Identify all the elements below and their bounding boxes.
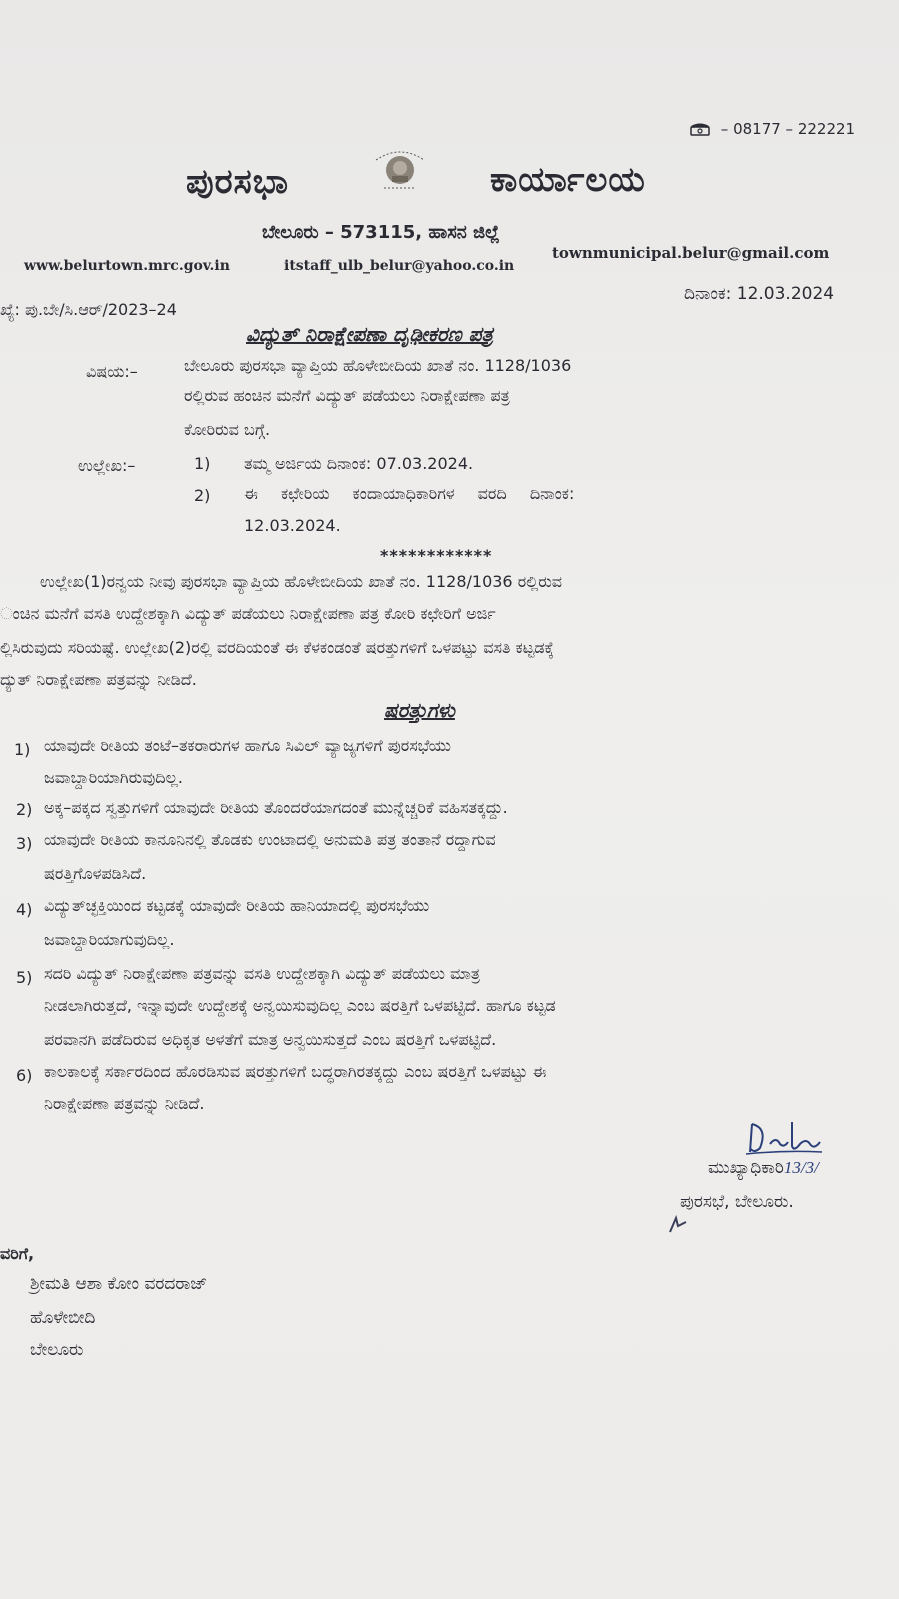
website-link[interactable]: www.belurtown.mrc.gov.in (24, 258, 230, 274)
letter-date: ದಿನಾಂಕ: 12.03.2024 (684, 284, 835, 304)
reference-text-1: ತಮ್ಮ ಅರ್ಜಿಯ ದಿನಾಂಕ: 07.03.2024. (244, 454, 474, 473)
condition-number: 4) (16, 900, 33, 919)
condition-line: ನೀಡಲಾಗಿರುತ್ತದೆ, ಇನ್ನಾವುದೇ ಉದ್ದೇಶಕ್ಕೆ ಅನ್ವಯಿಸುವುದಿಲ್ಲ ಎಂಬ ಷರತ್ತಿಗೆ ಒಳಪಟ್ಟಿದೆ. ಹಾಗೂ ಕಟ್ಟಡ (44, 996, 556, 1015)
reference-number: ಖ್ಯೆ: ಪು.ಬೇ/ಸಿ.ಆರ್/2023–24 (0, 300, 177, 319)
email-link-yahoo[interactable]: itstaff_ulb_belur@yahoo.co.in (284, 258, 515, 274)
subject-label: ವಿಷಯ:– (86, 362, 138, 381)
office-address: ಬೇಲೂರು – 573115, ಹಾಸನ ಜಿಲ್ಲೆ (262, 222, 500, 243)
recipient-street: ಹೊಳೇಬೀದಿ (30, 1308, 96, 1328)
condition-number: 1) (14, 740, 31, 759)
body-line: ಂಚಿನ ಮನೆಗೆ ವಸತಿ ಉದ್ದೇಶಕ್ಕಾಗಿ ವಿದ್ಯುತ್ ಪಡೆಯಲು ನಿರಾಕ್ಷೇಪಣಾ ಪತ್ರ ಕೋರಿ ಕಛೇರಿಗೆ ಅರ್ಜಿ (0, 604, 496, 623)
phone-number: – 08177 – 222221 (690, 120, 855, 138)
condition-line: ಸದರಿ ವಿದ್ಯುತ್ ನಿರಾಕ್ಷೇಪಣಾ ಪತ್ರವನ್ನು ವಸತಿ ಉದ್ದೇಶಕ್ಕಾಗಿ ವಿದ್ಯುತ್ ಪಡೆಯಲು ಮಾತ್ರ (44, 964, 481, 983)
condition-line: ಜವಾಬ್ದಾರಿಯಾಗಿರುವುದಿಲ್ಲ. (44, 768, 183, 787)
recipient-label: ವರಿಗೆ, (0, 1244, 35, 1263)
recipient-town: ಬೇಲೂರು (30, 1340, 84, 1360)
condition-line: ಜವಾಬ್ದಾರಿಯಾಗುವುದಿಲ್ಲ. (44, 930, 175, 949)
reference-label: ಉಲ್ಲೇಖ:– (78, 456, 136, 475)
document-title: ವಿದ್ಯುತ್ ನಿರಾಕ್ಷೇಪಣಾ ದೃಢೀಕರಣ ಪತ್ರ (246, 322, 493, 346)
telephone-icon (690, 122, 710, 136)
condition-number: 2) (16, 800, 33, 819)
handwritten-signature (744, 1118, 824, 1158)
office-name-right: ಕಾರ್ಯಾಲಯ (490, 160, 646, 200)
subject-line: ಕೋರಿರುವ ಬಗ್ಗೆ. (184, 420, 271, 439)
condition-line: ಯಾವುದೇ ರೀತಿಯ ತಂಟೆ–ತಕರಾರುಗಳ ಹಾಗೂ ಸಿವಿಲ್ ವ್ಯಾಜ್ಯಗಳಿಗೆ ಪುರಸಭೆಯು (44, 736, 451, 755)
condition-number: 3) (16, 834, 33, 853)
conditions-heading: ಷರತ್ತುಗಳು (384, 698, 455, 722)
signatory-office: ಪುರಸಭೆ, ಬೇಲೂರು. (680, 1192, 794, 1212)
reference-number-1: 1) (194, 454, 211, 473)
reference-number-2: 2) (194, 486, 211, 505)
recipient-name: ಶ್ರೀಮತಿ ಆಶಾ ಕೋಂ ವರದರಾಜ್ (30, 1274, 208, 1294)
signatory-designation: ಮುಖ್ಯಾಧಿಕಾರಿ13/3/ (708, 1158, 819, 1178)
ink-mark-icon (666, 1212, 690, 1234)
condition-line: ಕಾಲಕಾಲಕ್ಕೆ ಸರ್ಕಾರದಿಂದ ಹೊರಡಿಸುವ ಷರತ್ತುಗಳಿಗೆ ಬದ್ಧರಾಗಿರತಕ್ಕದ್ದು ಎಂಬ ಷರತ್ತಿಗೆ ಒಳಪಟ್ಟು ಈ (44, 1062, 547, 1081)
body-line: ಉಲ್ಲೇಖ(1)ರನ್ವಯ ನೀವು ಪುರಸಭಾ ವ್ಯಾಪ್ತಿಯ ಹೊಳೇಬೀದಿಯ ಖಾತೆ ನಂ. 1128/1036 ರಲ್ಲಿರುವ (40, 572, 563, 591)
body-line: ಲ್ಲಿಸಿರುವುದು ಸರಿಯಷ್ಟೆ. ಉಲ್ಲೇಖ(2)ರಲ್ಲಿ ವರದಿಯಂತೆ ಈ ಕೆಳಕಂಡಂತೆ ಷರತ್ತುಗಳಿಗೆ ಒಳಪಟ್ಟು ವಸತಿ ಕಟ್ಟಡಕ್ಕೆ (0, 638, 554, 657)
condition-number: 6) (16, 1066, 33, 1085)
condition-line: ಷರತ್ತಿಗೊಳಪಡಿಸಿದೆ. (44, 864, 147, 883)
condition-line: ಪರವಾನಗಿ ಪಡೆದಿರುವ ಅಧಿಕೃತ ಅಳತೆಗೆ ಮಾತ್ರ ಅನ್ವಯಿಸುತ್ತದೆ ಎಂಬ ಷರತ್ತಿಗೆ ಒಳಪಟ್ಟಿದೆ. (44, 1030, 497, 1049)
reference-text-2: ಈ ಕಛೇರಿಯ ಕಂದಾಯಾಧಿಕಾರಿಗಳ ವರದಿ ದಿನಾಂಕ: (244, 484, 575, 503)
reference-text-2-cont: 12.03.2024. (244, 516, 341, 535)
office-name-left: ಪುರಸಭಾ (186, 162, 289, 202)
body-line: ದ್ಯುತ್ ನಿರಾಕ್ಷೇಪಣಾ ಪತ್ರವನ್ನು ನೀಡಿದೆ. (0, 670, 197, 689)
subject-line: ಬೇಲೂರು ಪುರಸಭಾ ವ್ಯಾಪ್ತಿಯ ಹೊಳೇಬೀದಿಯ ಖಾತೆ ನಂ. 1128/1036 (184, 356, 572, 375)
separator: ************ (380, 546, 493, 565)
condition-line: ವಿದ್ಯುತ್‌ಚ್ಛಕ್ತಿಯಿಂದ ಕಟ್ಟಡಕ್ಕೆ ಯಾವುದೇ ರೀತಿಯ ಹಾನಿಯಾದಲ್ಲಿ ಪುರಸಭೆಯು (44, 896, 430, 915)
condition-line: ಯಾವುದೇ ರೀತಿಯ ಕಾನೂನಿನಲ್ಲಿ ತೊಡಕು ಉಂಟಾದಲ್ಲಿ ಅನುಮತಿ ಪತ್ರ ತಂತಾನೆ ರದ್ದಾಗುವ (44, 830, 496, 849)
condition-line: ಅಕ್ಕ–ಪಕ್ಕದ ಸ್ವತ್ತುಗಳಿಗೆ ಯಾವುದೇ ರೀತಿಯ ತೊಂದರೆಯಾಗದಂತೆ ಮುನ್ನೆಚ್ಚರಿಕೆ ವಹಿಸತಕ್ಕದ್ದು. (44, 798, 508, 817)
condition-line: ನಿರಾಕ್ಷೇಪಣಾ ಪತ್ರವನ್ನು ನೀಡಿದೆ. (44, 1094, 205, 1113)
municipal-emblem-icon (362, 146, 438, 194)
subject-line: ರಲ್ಲಿರುವ ಹಂಚಿನ ಮನೆಗೆ ವಿದ್ಯುತ್ ಪಡೆಯಲು ನಿರಾಕ್ಷೇಪಣಾ ಪತ್ರ (184, 386, 510, 405)
condition-number: 5) (16, 968, 33, 987)
email-link-gmail[interactable]: townmunicipal.belur@gmail.com (552, 244, 830, 262)
